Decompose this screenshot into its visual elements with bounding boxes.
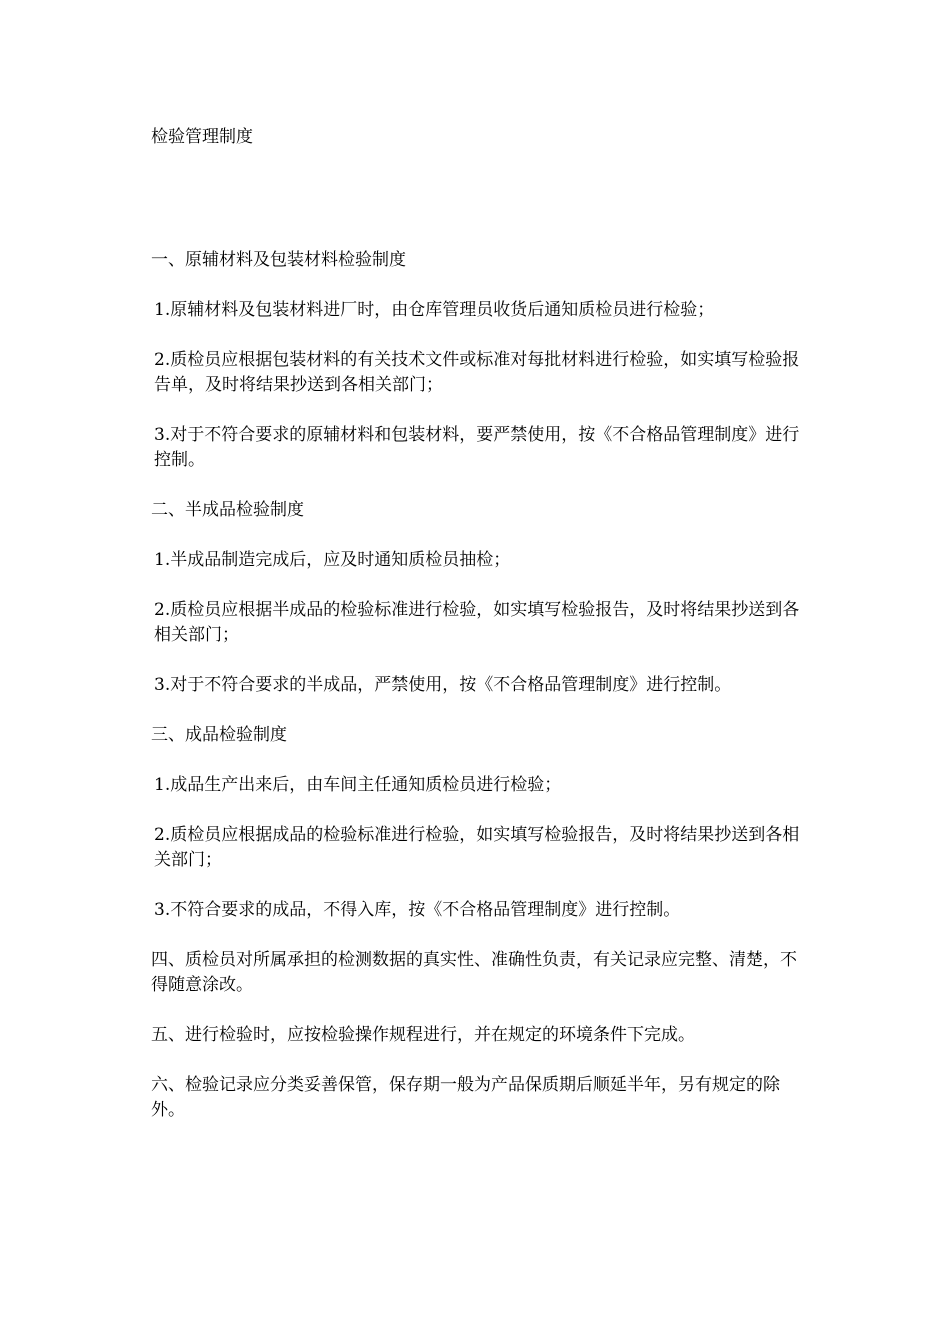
document-body — [151, 248, 801, 1148]
document-title: 检验管理制度 — [151, 127, 253, 147]
section-heading-2: 二、半成品检验制度 — [151, 500, 304, 520]
paragraph-3-2: 2.质检员应根据成品的检验标准进行检验，如实填写检验报告，及时将结果抄送到各相关部门； — [154, 825, 800, 870]
section-paragraph-4: 四、质检员对所属承担的检测数据的真实性、准确性负责，有关记录应完整、清楚，不得随意涂改。 — [151, 950, 797, 995]
paragraph-1-2: 2.质检员应根据包装材料的有关技术文件或标准对每批材料进行检验，如实填写检验报告单，及时将结果抄送到各相关部门； — [154, 350, 800, 395]
section-heading-3: 三、成品检验制度 — [151, 725, 287, 745]
paragraph-2-2: 2.质检员应根据半成品的检验标准进行检验，如实填写检验报告，及时将结果抄送到各相关部门； — [154, 600, 800, 645]
paragraph-3-3: 3.不符合要求的成品，不得入库，按《不合格品管理制度》进行控制。 — [154, 900, 681, 920]
paragraph-1-3: 3.对于不符合要求的原辅材料和包装材料，要严禁使用，按《不合格品管理制度》进行控制。 — [154, 425, 800, 470]
section-paragraph-6: 六、检验记录应分类妥善保管，保存期一般为产品保质期后顺延半年，另有规定的除外。 — [151, 1075, 780, 1120]
section-heading-1: 一、原辅材料及包装材料检验制度 — [151, 250, 406, 270]
section-paragraph-5: 五、进行检验时，应按检验操作规程进行，并在规定的环境条件下完成。 — [151, 1025, 695, 1045]
paragraph-2-3: 3.对于不符合要求的半成品，严禁使用，按《不合格品管理制度》进行控制。 — [154, 675, 732, 695]
paragraph-1-1: 1.原辅材料及包装材料进厂时，由仓库管理员收货后通知质检员进行检验； — [154, 300, 715, 320]
paragraph-3-1: 1.成品生产出来后，由车间主任通知质检员进行检验； — [154, 775, 562, 795]
paragraph-2-1: 1.半成品制造完成后，应及时通知质检员抽检； — [154, 550, 511, 570]
